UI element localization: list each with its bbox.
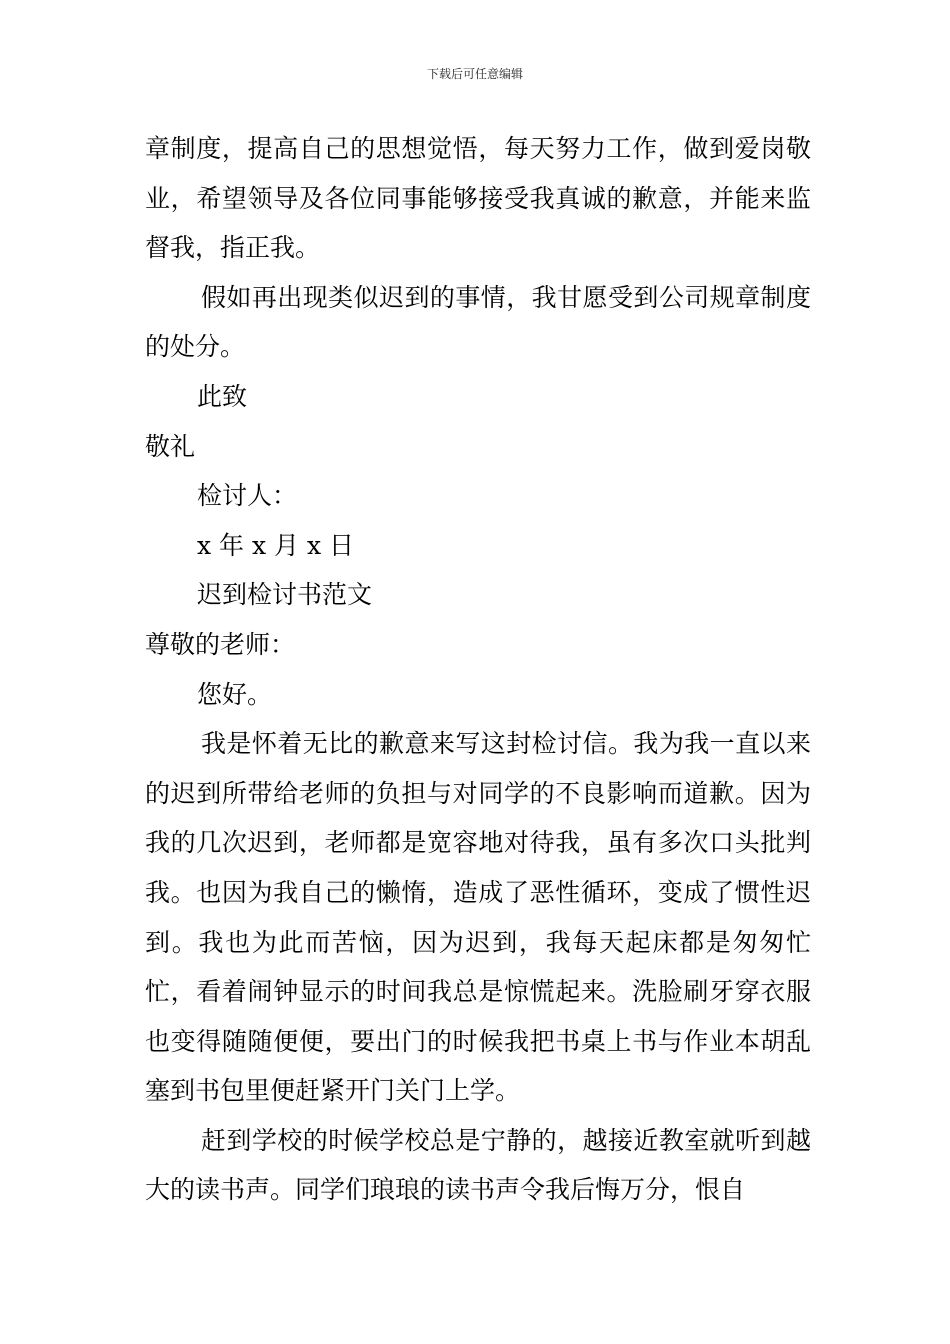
date-line: x 年 x 月 x 日 <box>197 530 355 560</box>
greeting-line: 尊敬的老师： <box>145 629 296 659</box>
hello-line: 您好。 <box>197 679 273 709</box>
salute-line: 敬礼 <box>145 431 196 461</box>
header-note: 下载后可任意编辑 <box>426 67 523 81</box>
paragraph-penalty: 假如再出现类似迟到的事情，我甘愿受到公司规章制度的处分。 <box>145 282 811 362</box>
paragraph-arrival: 赶到学校的时候学校总是宁静的，越接近教室就听到越大的读书声。同学们琅琅的读书声令我后悔万分，恨自 <box>145 1125 811 1205</box>
section-title: 迟到检讨书范文 <box>197 580 373 610</box>
paragraph-apology: 我是怀着无比的歉意来写这封检讨信。我为我一直以来的迟到所带给老师的负担与对同学的不良影响而道歉。因为我的几次迟到，老师都是宽容地对待我，虽有多次口头批判我。也因为我自己的懒惰，造成了恶性循环，变成了惯性迟到。我也为此而苦恼，因为迟到，我每天起床都是匆匆忙忙，看着闹钟显示的时间我总是惊慌起来。洗脸刷牙穿衣服也变得随随便便，要出门的时候我把书桌上书与作业本胡乱塞到书包里便赶紧开门关门上学。 <box>145 729 811 1106</box>
paragraph-continuation: 章制度，提高自己的思想觉悟，每天努力工作，做到爱岗敬业，希望领导及各位同事能够接受我真诚的歉意，并能来监督我，指正我。 <box>145 134 811 263</box>
closing-line: 此致 <box>197 381 248 411</box>
signer-label: 检讨人： <box>197 481 298 511</box>
document-body <box>145 124 811 1215</box>
